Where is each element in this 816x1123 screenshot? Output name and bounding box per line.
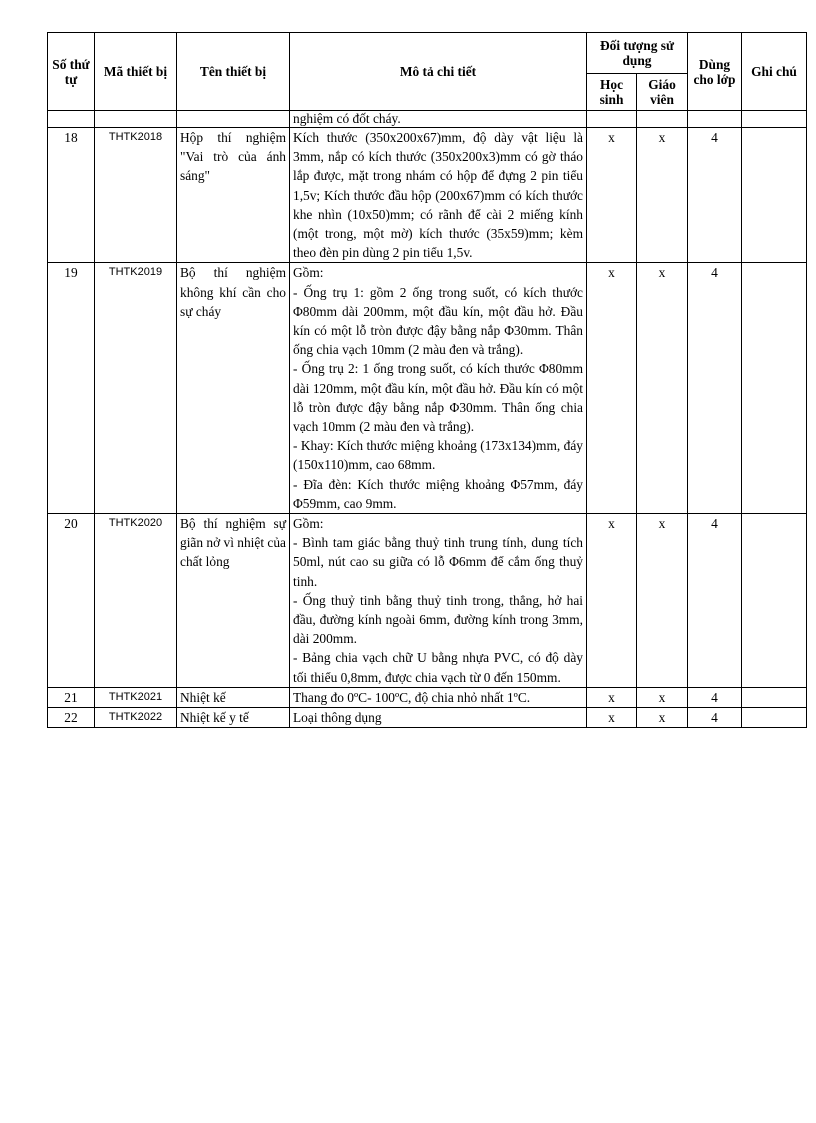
cell-name: Bộ thí nghiệm sự giãn nở vì nhiệt của chất lỏng	[177, 514, 290, 688]
cell-stt: 19	[48, 263, 95, 514]
cell-desc: nghiệm có đốt cháy.	[290, 111, 587, 128]
table-row	[48, 514, 807, 688]
cell-note	[742, 708, 807, 728]
cell-grade: 4	[688, 263, 742, 514]
desc-line: - Bảng chia vạch chữ U bằng nhựa PVC, có độ dày tối thiểu 0,8mm, được chia vạch từ 0 đến 150mm.	[293, 650, 583, 685]
cell-code: THTK2021	[95, 687, 177, 707]
table-row-continuation	[48, 111, 807, 128]
table-row	[48, 263, 807, 514]
cell-student: x	[587, 263, 637, 514]
cell-desc	[290, 128, 587, 263]
cell-code: THTK2020	[95, 514, 177, 688]
cell-note	[742, 514, 807, 688]
cell-teacher	[637, 111, 688, 128]
header-name: Tên thiết bị	[177, 33, 290, 111]
desc-line: - Ống thuỷ tinh bằng thuỷ tinh trong, thẳng, hở hai đầu, đường kính ngoài 6mm, đường kính trong 3mm, dài 200mm.	[293, 592, 583, 647]
cell-grade	[688, 111, 742, 128]
cell-student: x	[587, 514, 637, 688]
cell-note	[742, 263, 807, 514]
cell-desc	[290, 514, 587, 688]
table-row	[48, 128, 807, 263]
header-teacher: Giáo viên	[637, 74, 688, 111]
cell-stt	[48, 111, 95, 128]
cell-note	[742, 687, 807, 707]
cell-stt: 20	[48, 514, 95, 688]
table-row	[48, 687, 807, 707]
cell-student: x	[587, 687, 637, 707]
header-code: Mã thiết bị	[95, 33, 177, 111]
header-target: Đối tượng sử dụng	[587, 33, 688, 74]
header-note: Ghi chú	[742, 33, 807, 111]
cell-name: Hộp thí nghiệm "Vai trò của ánh sáng"	[177, 128, 290, 263]
desc-line: - Ống trụ 2: 1 ống trong suốt, có kích thước Φ80mm dài 120mm, một đầu kín, một đầu hở. Đầu kín có một lỗ tròn được đậy bằng nắp Φ30mm. Thân ống chia vạch 10mm (2 màu đen và trắng).	[293, 361, 583, 435]
cell-name: Nhiệt kế y tế	[177, 708, 290, 728]
cell-teacher: x	[637, 708, 688, 728]
header-stt: Số thứ tự	[48, 33, 95, 111]
table-row	[48, 708, 807, 728]
cell-stt: 22	[48, 708, 95, 728]
equipment-table	[47, 32, 807, 728]
cell-grade: 4	[688, 514, 742, 688]
table-body	[48, 111, 807, 728]
desc-line: Kích thước (350x200x67)mm, độ dày vật liệu là 3mm, nắp có kích thước (350x200x3)mm có gờ tháo lắp được, mặt trong nhám có hộp để đựng 2 pin tiểu 1,5v; Kích thước đầu hộp (200x67)mm có kích thước khe nhìn (10x50)mm; có rãnh để cài 2 miếng kính (một trong, một mờ) kích thước (35x59)mm; kèm theo đèn pin dùng 2 pin tiểu 1,5v.	[293, 130, 583, 261]
desc-line: Gồm:	[293, 265, 324, 281]
cell-name	[177, 111, 290, 128]
cell-teacher: x	[637, 263, 688, 514]
desc-line: - Khay: Kích thước miệng khoảng (173x134)mm, đáy (150x110)mm, cao 68mm.	[293, 438, 583, 473]
cell-grade: 4	[688, 708, 742, 728]
cell-code: THTK2018	[95, 128, 177, 263]
cell-teacher: x	[637, 128, 688, 263]
cell-student: x	[587, 128, 637, 263]
desc-line: Gồm:	[293, 516, 324, 532]
cell-code: THTK2019	[95, 263, 177, 514]
cell-grade: 4	[688, 128, 742, 263]
desc-line: - Đĩa đèn: Kích thước miệng khoảng Φ57mm, đáy Φ59mm, cao 9mm.	[293, 476, 583, 511]
desc-line: Loại thông dụng	[293, 710, 382, 726]
cell-stt: 18	[48, 128, 95, 263]
cell-student	[587, 111, 637, 128]
desc-line: - Bình tam giác bằng thuỷ tinh trung tính, dung tích 50ml, nút cao su giữa có lỗ Φ6mm để cắm ống thuỷ tinh.	[293, 535, 583, 589]
cell-student: x	[587, 708, 637, 728]
header-desc: Mô tả chi tiết	[290, 33, 587, 111]
cell-desc	[290, 687, 587, 707]
cell-desc	[290, 708, 587, 728]
desc-line: Thang đo 0ºC- 100ºC, độ chia nhỏ nhất 1ºC.	[293, 689, 531, 705]
cell-teacher: x	[637, 514, 688, 688]
cell-code	[95, 111, 177, 128]
cell-desc	[290, 263, 587, 514]
header-grade: Dùng cho lớp	[688, 33, 742, 111]
cell-grade: 4	[688, 687, 742, 707]
cell-note	[742, 111, 807, 128]
header-student: Học sinh	[587, 74, 637, 111]
table-header	[48, 33, 807, 111]
cell-name: Nhiệt kế	[177, 687, 290, 707]
desc-line: - Ống trụ 1: gồm 2 ống trong suốt, có kích thước Φ80mm dài 200mm, một đầu kín, một đầu hở. Đầu kín có một lỗ tròn được đậy bằng nắp Φ30mm. Thân ống chia vạch 10mm (2 màu đen và trắng).	[293, 284, 583, 358]
cell-stt: 21	[48, 687, 95, 707]
cell-code: THTK2022	[95, 708, 177, 728]
cell-name: Bộ thí nghiệm không khí cần cho sự cháy	[177, 263, 290, 514]
cell-teacher: x	[637, 687, 688, 707]
cell-note	[742, 128, 807, 263]
